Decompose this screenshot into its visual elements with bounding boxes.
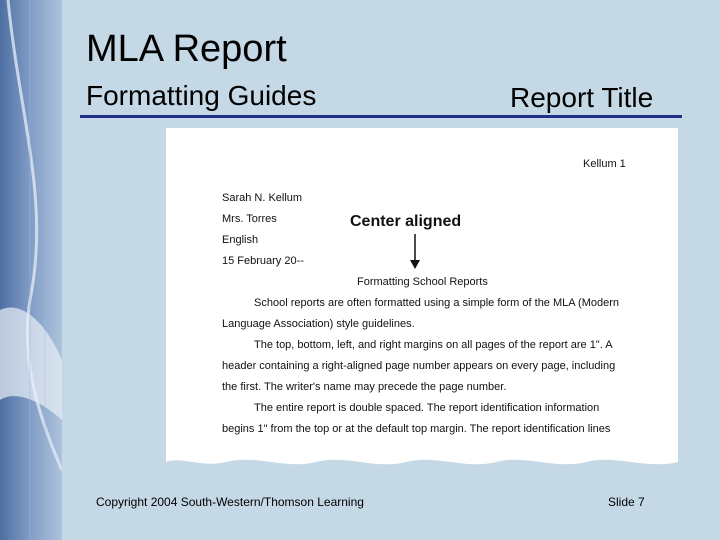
page-torn-edge	[166, 450, 678, 472]
body-line-4: header containing a right-aligned page number appears on every page, including	[222, 360, 616, 372]
report-title-label: Report Title	[510, 82, 654, 113]
body-line-1: School reports are often formatted using a simple form of the MLA (Modern	[254, 297, 620, 309]
heading-line-course: English	[222, 234, 259, 246]
body-line-7: begins 1" from the top or at the default top margin. The report identification lines	[222, 423, 611, 435]
callout-arrow	[409, 234, 421, 270]
center-aligned-callout: Center aligned	[350, 213, 462, 230]
heading-line-teacher: Mrs. Torres	[222, 213, 277, 225]
slide-number: Slide 7	[608, 495, 645, 509]
body-line-5: the first. The writer's name may precede the page number.	[222, 381, 507, 393]
decorative-swirl-graphic	[0, 0, 62, 540]
heading-line-name: Sarah N. Kellum	[222, 192, 303, 204]
header-page-number: Kellum 1	[583, 158, 626, 170]
body-line-6: The entire report is double spaced. The report identification information	[254, 402, 600, 414]
body-line-3: The top, bottom, left, and right margins on all pages of the report are 1". A	[254, 339, 613, 351]
slide-subtitle: Formatting Guides	[86, 80, 317, 111]
copyright-footer: Copyright 2004 South-Western/Thomson Learning	[96, 495, 364, 509]
report-title-text: Formatting School Reports	[357, 276, 488, 288]
heading-line-date: 15 February 20--	[222, 255, 304, 267]
title-underline-rule	[80, 115, 682, 118]
body-line-2: Language Association) style guidelines.	[222, 318, 415, 330]
slide-title: MLA Report	[86, 28, 287, 70]
decorative-side-strip	[0, 0, 62, 540]
